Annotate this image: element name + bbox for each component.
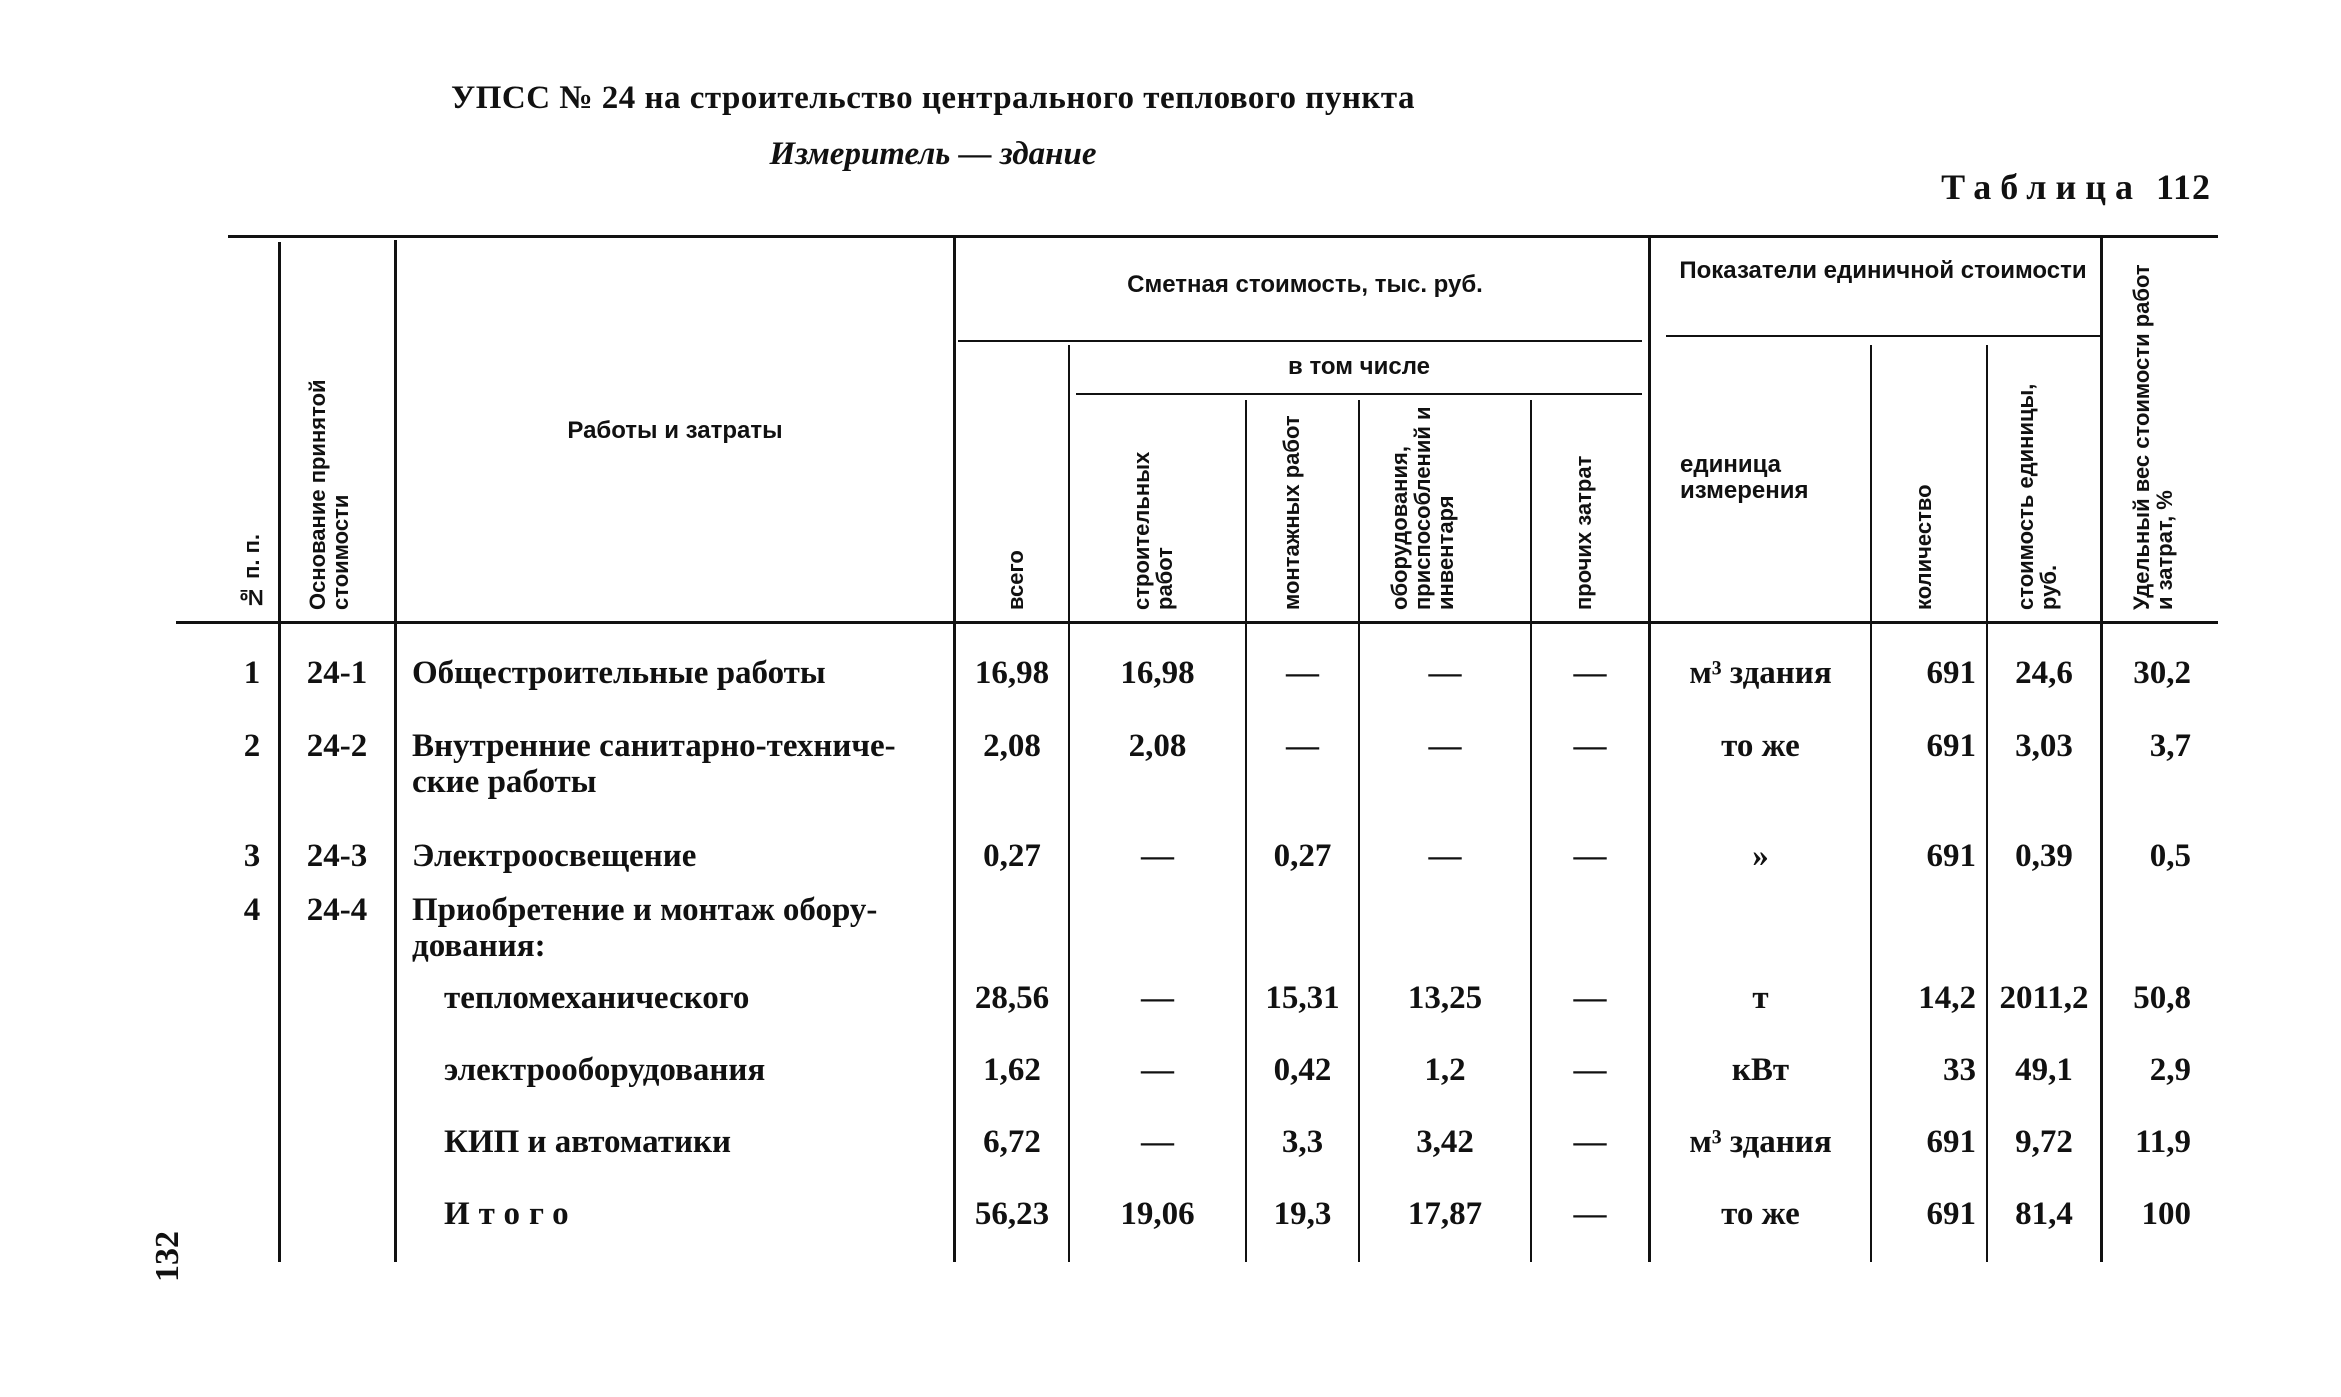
row-construction: — xyxy=(1141,1052,1174,1088)
row-share: 50,8 xyxy=(2133,980,2191,1016)
header-unit-cost: стоимость единицы, руб. xyxy=(2013,383,2061,610)
header-other: прочих затрат xyxy=(1571,455,1596,610)
row-assembly: — xyxy=(1286,728,1319,764)
row-quantity: 691 xyxy=(1926,728,1976,764)
row-share: 3,7 xyxy=(2149,728,2191,764)
row-equipment: 17,87 xyxy=(1407,1196,1483,1232)
table-caption-number: 112 xyxy=(2155,167,2211,207)
row-total: 0,27 xyxy=(983,838,1041,874)
row-other: — xyxy=(1573,728,1607,764)
header-including: в том числе xyxy=(1288,353,1430,380)
header-estimate-group: Сметная стоимость, тыс. руб. xyxy=(1127,271,1483,298)
row-unit: то же xyxy=(1721,728,1800,764)
row-quantity: 33 xyxy=(1943,1052,1976,1088)
row-total: 28,56 xyxy=(974,980,1050,1016)
row-total: 1,62 xyxy=(983,1052,1041,1088)
row-construction: 16,98 xyxy=(1120,655,1195,691)
row-unit-cost: 2011,2 xyxy=(1999,980,2089,1016)
row-basis: 24-4 xyxy=(306,892,368,928)
row-other: — xyxy=(1573,980,1607,1016)
header-works: Работы и затраты xyxy=(567,417,783,444)
row-other: — xyxy=(1573,838,1607,874)
row-other: — xyxy=(1573,1124,1607,1160)
header-num: № п. п. xyxy=(239,533,264,610)
row-unit: м³ здания xyxy=(1689,655,1832,691)
row-construction: 2,08 xyxy=(1128,728,1187,764)
including-rule xyxy=(1076,393,1642,395)
header-share: Удельный вес стоимости работ и затрат, % xyxy=(2129,264,2177,610)
row-assembly: 19,3 xyxy=(1273,1196,1332,1232)
row-assembly: 0,27 xyxy=(1273,838,1332,874)
vrule-num xyxy=(278,242,281,1262)
row-other: — xyxy=(1573,1196,1607,1232)
row-work: Приобретение и монтаж обору-дования: xyxy=(412,892,878,964)
row-unit: » xyxy=(1752,838,1769,874)
top-rule xyxy=(228,235,2218,238)
header-equipment: оборудования, приспособлений и инвентаря xyxy=(1387,406,1458,610)
row-share: 0,5 xyxy=(2149,838,2191,874)
row-quantity: 691 xyxy=(1926,838,1976,874)
row-share: 2,9 xyxy=(2149,1052,2191,1088)
row-construction: 19,06 xyxy=(1120,1196,1195,1232)
row-other: — xyxy=(1573,1052,1607,1088)
row-assembly: 0,42 xyxy=(1273,1052,1332,1088)
row-unit-cost: 9,72 xyxy=(2015,1124,2073,1160)
row-total: 6,72 xyxy=(983,1124,1041,1160)
page-title: УПСС № 24 на строительство центрального теплового пункта xyxy=(451,80,1415,116)
header-unit: единица измерения xyxy=(1680,451,1809,504)
row-assembly: 3,3 xyxy=(1281,1124,1324,1160)
row-other: — xyxy=(1573,655,1607,691)
header-total: всего xyxy=(1003,550,1028,610)
row-basis: 24-1 xyxy=(306,655,368,691)
row-total: 16,98 xyxy=(974,655,1050,691)
row-total: 2,08 xyxy=(983,728,1041,764)
row-quantity: 691 xyxy=(1926,1196,1976,1232)
row-unit: м³ здания xyxy=(1689,1124,1832,1160)
row-share: 100 xyxy=(2141,1196,2191,1232)
indicators-group-rule xyxy=(1666,335,2100,337)
row-equipment: 1,2 xyxy=(1424,1052,1466,1088)
row-unit-cost: 49,1 xyxy=(2015,1052,2073,1088)
row-total: 56,23 xyxy=(974,1196,1050,1232)
row-share: 30,2 xyxy=(2133,655,2191,691)
row-unit-cost: 0,39 xyxy=(2015,838,2073,874)
row-assembly: — xyxy=(1286,655,1319,691)
row-equipment: — xyxy=(1428,838,1462,874)
row-unit-cost: 3,03 xyxy=(2015,728,2073,764)
row-unit: т xyxy=(1752,980,1769,1016)
row-construction: — xyxy=(1141,838,1174,874)
row-work: КИП и автоматики xyxy=(444,1124,732,1160)
estimate-group-rule xyxy=(958,340,1642,342)
row-num: 1 xyxy=(243,655,261,691)
table-caption xyxy=(1941,166,2211,208)
header-quantity: количество xyxy=(1911,484,1936,610)
row-share: 11,9 xyxy=(2135,1124,2191,1160)
row-basis: 24-2 xyxy=(306,728,368,764)
measure-unit-subtitle: Измеритель — здание xyxy=(769,136,1097,172)
row-quantity: 691 xyxy=(1926,655,1976,691)
row-equipment: 3,42 xyxy=(1416,1124,1474,1160)
row-equipment: — xyxy=(1428,655,1462,691)
row-unit: кВт xyxy=(1731,1052,1790,1088)
row-construction: — xyxy=(1141,1124,1174,1160)
header-construction: строительных работ xyxy=(1129,451,1177,610)
row-unit: то же xyxy=(1721,1196,1800,1232)
header-basis: Основание принятой стоимости xyxy=(305,379,353,610)
row-unit-cost: 24,6 xyxy=(2015,655,2073,691)
page-number: 132 xyxy=(149,1231,186,1283)
header-assembly: монтажных работ xyxy=(1279,415,1304,610)
row-work: Электроосвещение xyxy=(412,838,697,874)
vrule-basis xyxy=(394,240,397,1262)
row-assembly: 15,31 xyxy=(1265,980,1340,1016)
header-bottom-rule xyxy=(176,621,2218,624)
row-num: 2 xyxy=(243,728,261,764)
row-basis: 24-3 xyxy=(306,838,368,874)
row-equipment: 13,25 xyxy=(1407,980,1483,1016)
row-unit-cost: 81,4 xyxy=(2015,1196,2073,1232)
row-work: Внутренние санитарно-техниче-ские работы xyxy=(412,728,896,800)
row-quantity: 14,2 xyxy=(1918,980,1976,1016)
row-work: Итого xyxy=(444,1196,578,1232)
row-num: 3 xyxy=(243,838,261,874)
table-caption-label: Таблица xyxy=(1941,167,2142,207)
row-work: электрооборудования xyxy=(444,1052,766,1088)
row-work: тепломеханического xyxy=(444,980,750,1016)
header-indicators-group: Показатели единичной стоимости xyxy=(1679,257,2087,284)
row-equipment: — xyxy=(1428,728,1462,764)
row-construction: — xyxy=(1141,980,1174,1016)
row-num: 4 xyxy=(243,892,261,928)
row-work: Общестроительные работы xyxy=(412,655,826,691)
row-quantity: 691 xyxy=(1926,1124,1976,1160)
